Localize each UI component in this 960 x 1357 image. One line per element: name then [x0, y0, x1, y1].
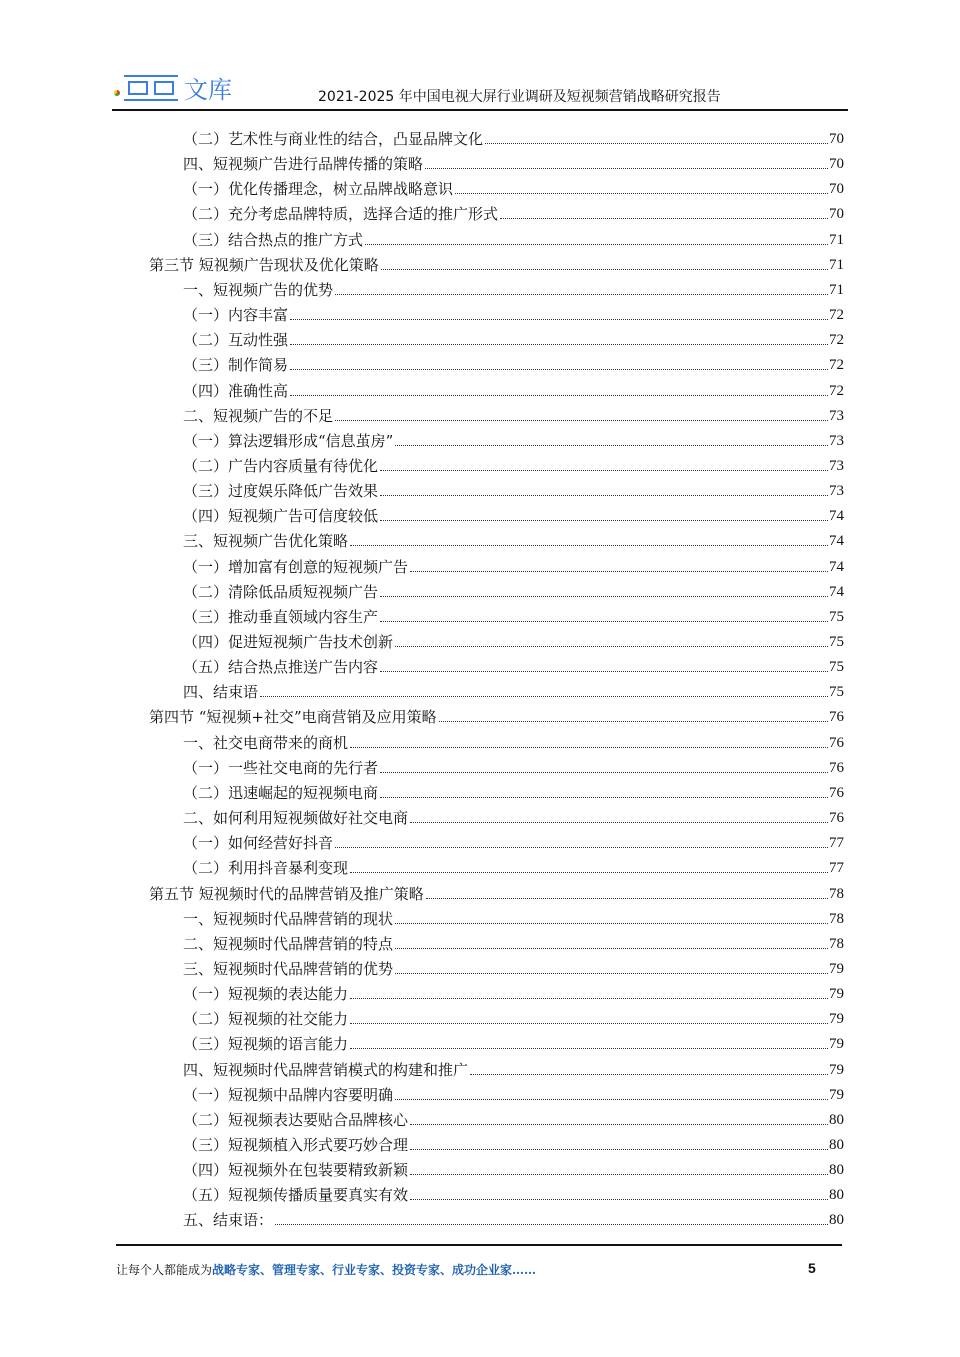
toc-entry-page: 71: [829, 231, 844, 248]
toc-entry-title: 第四节 “短视频+社交”电商营销及应用策略: [149, 708, 437, 727]
toc-entry-page: 77: [829, 835, 844, 852]
toc-entry[interactable]: [183, 1134, 844, 1156]
toc-leader-dots: [290, 369, 828, 370]
header-title: 2021-2025 年中国电视大屏行业调研及短视频营销战略研究报告: [318, 89, 721, 105]
toc-leader-dots: [410, 822, 828, 823]
toc-leader-dots: [350, 1048, 828, 1049]
toc-entry[interactable]: [183, 857, 844, 879]
toc-entry[interactable]: [183, 153, 844, 175]
toc-entry[interactable]: [183, 782, 844, 804]
toc-entry-page: 78: [829, 885, 844, 902]
toc-entry-title: （三）过度娱乐降低广告效果: [183, 482, 379, 501]
toc-entry-page: 72: [829, 357, 844, 374]
toc-entry[interactable]: [183, 983, 844, 1005]
toc-entry[interactable]: [183, 229, 844, 251]
logo: [114, 70, 232, 105]
toc-entry-title: （二）利用抖音暴利变现: [183, 859, 349, 878]
toc-entry-title: （二）迅速崛起的短视频电商: [183, 783, 379, 802]
toc-leader-dots: [410, 1174, 828, 1175]
toc-entry-title: （三）短视频植入形式要巧妙合理: [183, 1136, 409, 1154]
toc-entry[interactable]: [183, 505, 844, 527]
toc-entry-page: 75: [829, 684, 844, 701]
toc-entry-title: （一）算法逻辑形成“信息茧房”: [183, 431, 394, 450]
footer-prefix: 让每个人都能成为: [116, 1263, 213, 1277]
toc-entry[interactable]: [183, 178, 844, 200]
logo-mark-icon: [124, 75, 178, 101]
toc-entry-page: 78: [829, 910, 844, 927]
toc-leader-dots: [380, 772, 828, 773]
toc-entry-page: 76: [829, 734, 844, 751]
toc-entry-page: 71: [829, 256, 844, 273]
toc-entry-title: 二、如何利用短视频做好社交电商: [183, 809, 409, 828]
toc-entry-title: 第三节 短视频广告现状及优化策略: [149, 255, 379, 274]
toc-leader-dots: [365, 244, 828, 245]
toc-entry[interactable]: [183, 958, 844, 980]
toc-leader-dots: [395, 923, 828, 924]
footer-divider: [116, 1244, 842, 1246]
toc-entry[interactable]: [183, 1008, 844, 1030]
toc-entry-page: 70: [829, 181, 844, 198]
toc-leader-dots: [485, 143, 828, 144]
toc-entry-title: （三）短视频的语言能力: [183, 1035, 349, 1054]
toc-entry[interactable]: [183, 530, 844, 552]
toc-leader-dots: [380, 495, 828, 496]
toc-entry-title: 一、短视频时代品牌营销的现状: [183, 909, 394, 928]
toc-entry[interactable]: [183, 631, 844, 653]
toc-leader-dots: [410, 1149, 828, 1150]
toc-entry-page: 79: [829, 1061, 844, 1078]
toc-entry-title: （一）内容丰富: [183, 306, 289, 325]
toc-leader-dots: [395, 445, 828, 446]
toc-leader-dots: [290, 344, 828, 345]
toc-entry-title: 二、短视频广告的不足: [183, 406, 334, 425]
toc-entry-title: 四、短视频广告进行品牌传播的策略: [183, 155, 424, 174]
toc-leader-dots: [335, 847, 828, 848]
toc-entry[interactable]: [149, 883, 844, 905]
toc-entry-page: 78: [829, 935, 844, 952]
toc-entry[interactable]: [183, 380, 844, 402]
toc-entry-page: 76: [829, 759, 844, 776]
toc-entry-page: 72: [829, 382, 844, 399]
toc-entry-page: 76: [829, 784, 844, 801]
toc-entry-title: （三）结合热点的推广方式: [183, 230, 364, 249]
toc-entry-page: 74: [829, 558, 844, 575]
toc-leader-dots: [335, 294, 828, 295]
toc-entry[interactable]: [183, 455, 844, 477]
toc-entry[interactable]: [183, 1033, 844, 1055]
toc-entry-page: 70: [829, 206, 844, 223]
toc-entry[interactable]: [183, 581, 844, 603]
toc-leader-dots: [381, 269, 828, 270]
toc-leader-dots: [425, 168, 828, 169]
toc-entry[interactable]: [149, 706, 844, 728]
toc-leader-dots: [350, 545, 828, 546]
toc-leader-dots: [470, 1074, 828, 1075]
toc-entry[interactable]: [183, 304, 844, 326]
toc-entry-title: （四）准确性高: [183, 381, 289, 400]
toc-entry-page: 79: [829, 960, 844, 977]
toc-entry[interactable]: [183, 556, 844, 578]
toc-entry[interactable]: [183, 354, 844, 376]
toc-entry-page: 74: [829, 508, 844, 525]
toc-leader-dots: [426, 898, 828, 899]
toc-leader-dots: [350, 872, 828, 873]
toc-entry[interactable]: [183, 908, 844, 930]
toc-entry[interactable]: [183, 405, 844, 427]
toc-entry-page: 79: [829, 986, 844, 1003]
toc-entry-page: 72: [829, 332, 844, 349]
toc-entry-title: （一）优化传播理念，树立品牌战略意识: [183, 180, 454, 199]
toc-entry-title: 一、短视频广告的优势: [183, 280, 334, 299]
toc-leader-dots: [380, 671, 828, 672]
toc-entry[interactable]: [183, 757, 844, 779]
toc-entry-page: 73: [829, 457, 844, 474]
toc-entry-page: 74: [829, 583, 844, 600]
toc-entry-page: 70: [829, 156, 844, 173]
toc-entry-title: （三）推动垂直领域内容生产: [183, 607, 379, 626]
toc-entry-page: 80: [829, 1212, 844, 1229]
footer-slogan: [116, 1261, 536, 1278]
toc-entry-page: 71: [829, 281, 844, 298]
toc-entry-title: （二）短视频表达要贴合品牌核心: [183, 1110, 409, 1129]
toc-leader-dots: [395, 1099, 828, 1100]
toc-entry-title: （三）制作简易: [183, 356, 289, 375]
logo-text: 文库: [184, 76, 232, 104]
toc-entry-page: 75: [829, 659, 844, 676]
toc-entry[interactable]: [183, 933, 844, 955]
toc-leader-dots: [335, 420, 828, 421]
toc-entry-title: （一）增加富有创意的短视频广告: [183, 557, 409, 576]
toc-leader-dots: [500, 218, 828, 219]
toc-entry-title: （二）广告内容质量有待优化: [183, 456, 379, 475]
toc-leader-dots: [395, 948, 828, 949]
toc-entry-title: 一、社交电商带来的商机: [183, 733, 349, 752]
toc-entry[interactable]: [183, 656, 844, 678]
toc-entry-title: （二）充分考虑品牌特质，选择合适的推广形式: [183, 205, 499, 224]
toc-leader-dots: [350, 747, 828, 748]
toc-leader-dots: [260, 696, 828, 697]
footer-highlight: 战略专家、管理专家、行业专家、投资专家、成功企业家……: [212, 1263, 537, 1277]
toc-leader-dots: [439, 721, 828, 722]
toc-entry-title: （一）一些社交电商的先行者: [183, 758, 379, 777]
toc-leader-dots: [380, 621, 828, 622]
toc-leader-dots: [410, 571, 828, 572]
toc-entry-page: 79: [829, 1036, 844, 1053]
toc-entry[interactable]: [183, 430, 844, 452]
toc-entry-page: 75: [829, 608, 844, 625]
toc-entry[interactable]: [183, 606, 844, 628]
toc-entry-title: 四、结束语: [183, 683, 259, 702]
toc-entry-page: 79: [829, 1086, 844, 1103]
toc-entry-page: 73: [829, 483, 844, 500]
toc-entry-title: 二、短视频时代品牌营销的特点: [183, 934, 394, 953]
toc-leader-dots: [395, 973, 828, 974]
toc-entry-page: 74: [829, 533, 844, 550]
toc-entry-title: （二）艺术性与商业性的结合，凸显品牌文化: [183, 130, 484, 148]
toc-entry[interactable]: [183, 203, 844, 225]
toc-entry-title: （五）结合热点推送广告内容: [183, 658, 379, 677]
toc-entry[interactable]: [149, 254, 844, 276]
toc-leader-dots: [380, 520, 828, 521]
toc-entry[interactable]: [183, 1059, 844, 1081]
toc-leader-dots: [290, 319, 828, 320]
toc-entry-page: 73: [829, 407, 844, 424]
page-number: 5: [808, 1260, 816, 1276]
toc-entry-page: 77: [829, 860, 844, 877]
toc-leader-dots: [395, 646, 828, 647]
toc-entry[interactable]: [183, 1209, 844, 1231]
toc-entry-page: 80: [829, 1111, 844, 1128]
toc-entry-title: 四、短视频时代品牌营销模式的构建和推广: [183, 1060, 469, 1079]
toc-entry-page: 76: [829, 709, 844, 726]
toc-entry-page: 70: [829, 131, 844, 147]
toc-entry-title: 三、短视频时代品牌营销的优势: [183, 959, 394, 978]
logo-dot-icon: [114, 90, 120, 96]
toc-entry[interactable]: [183, 807, 844, 829]
toc-entry[interactable]: [183, 480, 844, 502]
toc-entry-page: 80: [829, 1162, 844, 1179]
toc-leader-dots: [410, 1199, 828, 1200]
toc-entry-title: 五、结束语：: [183, 1211, 274, 1230]
toc-entry-title: 三、短视频广告优化策略: [183, 532, 349, 551]
toc-entry-title: （一）短视频中品牌内容要明确: [183, 1085, 394, 1104]
toc-leader-dots: [350, 1023, 828, 1024]
toc-entry-title: （一）短视频的表达能力: [183, 985, 349, 1004]
toc-entry[interactable]: [183, 329, 844, 351]
toc-entry-title: 第五节 短视频时代的品牌营销及推广策略: [149, 884, 424, 903]
toc-entry[interactable]: [183, 1084, 844, 1106]
toc-entry[interactable]: [183, 1159, 844, 1181]
toc-leader-dots: [275, 1224, 828, 1225]
toc-entry-page: 80: [829, 1137, 844, 1153]
toc-entry-page: 73: [829, 432, 844, 449]
toc-entry[interactable]: [183, 1109, 844, 1131]
toc-leader-dots: [380, 596, 828, 597]
toc-entry-page: 76: [829, 810, 844, 827]
header-divider: [112, 109, 848, 111]
toc-entry-title: （二）互动性强: [183, 331, 289, 350]
toc-entry[interactable]: [183, 1184, 844, 1206]
toc-leader-dots: [410, 1124, 828, 1125]
toc-entry[interactable]: [183, 279, 844, 301]
toc-entry-title: （四）短视频外在包装要精致新颖: [183, 1161, 409, 1180]
toc-entry[interactable]: [183, 832, 844, 854]
toc-entry-page: 79: [829, 1011, 844, 1028]
toc-entry-title: （二）短视频的社交能力: [183, 1010, 349, 1029]
toc-entry[interactable]: [183, 128, 844, 150]
toc-entry[interactable]: [183, 681, 844, 703]
toc-entry-title: （四）短视频广告可信度较低: [183, 507, 379, 526]
toc-entry-title: （一）如何经营好抖音: [183, 834, 334, 853]
toc-leader-dots: [380, 797, 828, 798]
toc-leader-dots: [380, 470, 828, 471]
toc-entry-page: 75: [829, 634, 844, 650]
toc-entry-page: 72: [829, 307, 844, 324]
toc-entry-title: （四）促进短视频广告技术创新: [183, 633, 394, 651]
toc-entry[interactable]: [183, 732, 844, 754]
toc-leader-dots: [455, 193, 828, 194]
toc-entry-page: 80: [829, 1187, 844, 1204]
toc-entry-title: （二）清除低品质短视频广告: [183, 582, 379, 601]
toc-leader-dots: [350, 998, 828, 999]
toc-leader-dots: [290, 395, 828, 396]
toc-entry-title: （五）短视频传播质量要真实有效: [183, 1186, 409, 1205]
